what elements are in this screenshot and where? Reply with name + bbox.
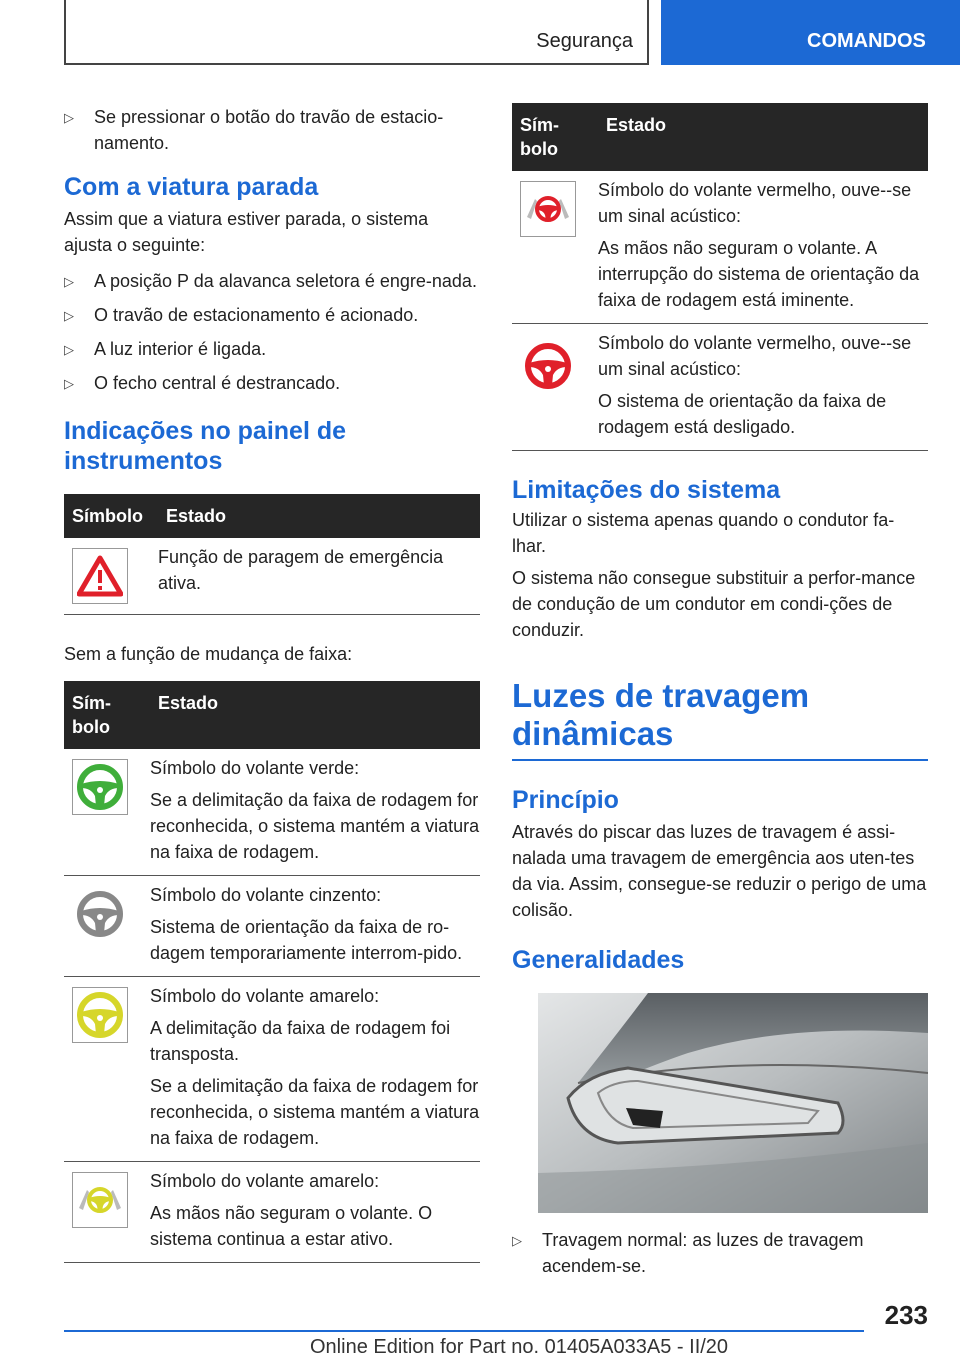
chapter-title: COMANDOS <box>807 30 926 52</box>
table-row <box>64 1162 480 1263</box>
state-text: O sistema de orientação da faixa de rodagem está desligado. <box>598 391 887 437</box>
left-column <box>64 100 480 1263</box>
chapter-heading-brake-lights: Luzes de travagem dinâmicas <box>512 677 928 761</box>
heading-general: Generalidades <box>512 946 685 974</box>
symbol-table-red <box>512 103 928 451</box>
heading-principle: Princípio <box>512 786 619 814</box>
paragraph: Sem a função de mudança de faixa: <box>64 644 353 664</box>
state-text: Símbolo do volante amarelo: <box>150 1171 380 1191</box>
state-cell <box>150 876 480 977</box>
footer-divider <box>64 1330 864 1332</box>
table-header-symbol: Sím-bolo <box>512 103 598 171</box>
bullet-item: ▷ A luz interior é ligada. <box>64 336 480 362</box>
steering-wheel-green-icon <box>72 759 128 815</box>
table-header-symbol: Sím-bolo <box>64 681 150 749</box>
state-cell <box>150 749 480 876</box>
heading-stopped: Com a viatura parada <box>64 173 319 201</box>
steering-wheel-yellow-icon <box>72 987 128 1043</box>
table-row <box>512 324 928 451</box>
heading-limits: Limitações do sistema <box>512 476 781 504</box>
chapter-tab <box>661 0 960 65</box>
table-row <box>512 171 928 324</box>
state-cell: Função de paragem de emergência ativa. <box>158 538 480 615</box>
bullet-item: ▷ O fecho central é destrancado. <box>64 370 480 396</box>
brake-light-illustration <box>538 993 928 1213</box>
symbol-table-emergency <box>64 494 480 615</box>
state-cell <box>150 1162 480 1263</box>
state-text: Símbolo do volante verde: <box>150 758 360 778</box>
bullet-item: ▷ O travão de estacionamento é acionado. <box>64 302 480 328</box>
state-cell <box>150 977 480 1162</box>
paragraph: O sistema não consegue substituir a perfor-mance de condução de um condutor em condi-ções de conduzir. <box>512 568 916 640</box>
state-text: Símbolo do volante amarelo: <box>150 986 380 1006</box>
steering-wheel-gray-icon <box>72 886 128 942</box>
symbol-table-lane <box>64 681 480 1263</box>
table-row <box>64 749 480 876</box>
state-text: As mãos não seguram o volante. O sistema continua a estar ativo. <box>150 1203 433 1249</box>
page-number: 233 <box>884 1300 928 1330</box>
page-header <box>0 0 960 66</box>
section-tab <box>64 0 649 65</box>
state-cell <box>598 171 928 324</box>
state-text: Símbolo do volante vermelho, ouve--se um sinal acústico: <box>598 333 912 379</box>
table-row <box>64 876 480 977</box>
state-cell <box>598 324 928 451</box>
section-title: Segurança <box>536 30 633 52</box>
table-header-state: Estado <box>598 103 928 171</box>
bullet-item: ▷ Travagem normal: as luzes de travagem acendem-se. <box>512 1227 928 1279</box>
steering-wheel-hands-yellow-icon <box>72 1172 128 1228</box>
right-column <box>512 103 928 1279</box>
paragraph: Utilizar o sistema apenas quando o condutor fa-lhar. <box>512 510 895 556</box>
table-row <box>64 538 480 615</box>
state-text: Se a delimitação da faixa de rodagem for reconhecida, o sistema mantém a viatura na faixa de rodagem. <box>150 1076 480 1148</box>
table-header-state: Estado <box>150 681 480 749</box>
table-header-symbol: Símbolo <box>64 494 158 538</box>
edition-text: Online Edition for Part no. 01405A033A5 - II/20 <box>310 1336 729 1358</box>
state-text: As mãos não seguram o volante. A interrupção do sistema de orientação da faixa de rodagem está iminente. <box>598 238 920 310</box>
warning-triangle-icon <box>72 548 128 604</box>
bullet-item: ▷ Se pressionar o botão do travão de estacio-namento. <box>64 104 480 156</box>
state-text: Símbolo do volante cinzento: <box>150 885 382 905</box>
steering-wheel-hands-red-icon <box>520 181 576 237</box>
state-text: Sistema de orientação da faixa de ro-dagem temporariamente interrom-pido. <box>150 917 463 963</box>
table-row <box>64 977 480 1162</box>
state-text: Símbolo do volante vermelho, ouve--se um sinal acústico: <box>598 180 912 226</box>
table-header-state: Estado <box>158 494 480 538</box>
steering-wheel-red-icon <box>520 338 576 394</box>
state-text: A delimitação da faixa de rodagem foi transposta. <box>150 1018 451 1064</box>
paragraph: Assim que a viatura estiver parada, o sistema ajusta o seguinte: <box>64 209 429 255</box>
state-text: Se a delimitação da faixa de rodagem for reconhecida, o sistema mantém a viatura na faixa de rodagem. <box>150 790 480 862</box>
bullet-item: ▷ A posição P da alavanca seletora é engre-nada. <box>64 268 480 294</box>
heading-indicators: Indicações no painel de instrumentos <box>64 417 347 475</box>
paragraph: Através do piscar das luzes de travagem é assi-nalada uma travagem de emergência aos uten-tes da via. Assim, consegue-se reduzir o perigo de uma colisão. <box>512 822 927 920</box>
